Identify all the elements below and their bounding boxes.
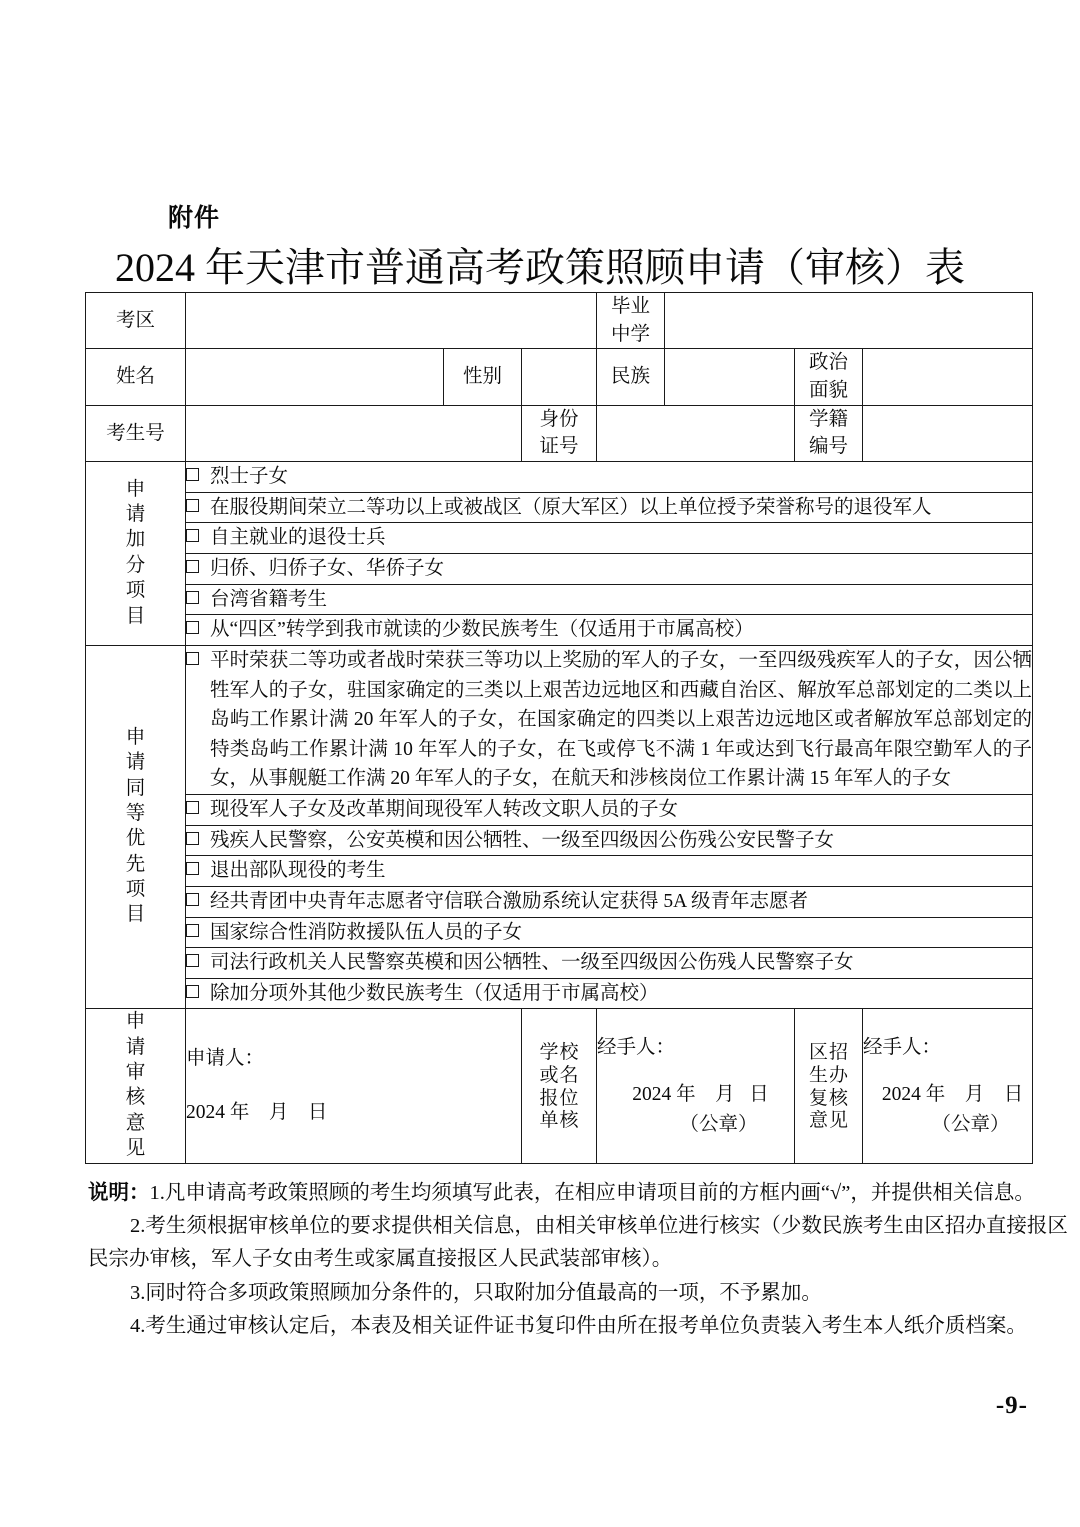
bonus-item-label: 从“四区”转学到我市就读的少数民族考生（仅适用于市属高校） bbox=[210, 619, 754, 641]
checkbox-icon[interactable] bbox=[186, 985, 199, 998]
id-card-label-line2: 证号 bbox=[539, 436, 579, 458]
student-number-label-line2: 编号 bbox=[809, 436, 849, 458]
school-seal-label: （公章） bbox=[679, 1113, 758, 1135]
id-card-label bbox=[522, 405, 597, 461]
bonus-label-char: 项 bbox=[125, 580, 146, 602]
checkbox-icon[interactable] bbox=[186, 499, 199, 512]
bonus-item[interactable] bbox=[186, 615, 1033, 646]
priority-label-char: 项 bbox=[125, 879, 146, 901]
priority-item-row bbox=[86, 856, 1033, 887]
political-status-value[interactable] bbox=[863, 349, 1033, 405]
priority-item-row bbox=[86, 886, 1033, 917]
priority-item[interactable] bbox=[186, 917, 1033, 948]
note-line-1 bbox=[88, 1177, 1034, 1210]
district-label-char: 区 bbox=[809, 1041, 829, 1063]
bonus-item[interactable] bbox=[186, 584, 1033, 615]
checkbox-icon[interactable] bbox=[186, 529, 199, 542]
checkbox-icon[interactable] bbox=[186, 621, 199, 634]
gender-label: 性别 bbox=[444, 349, 522, 405]
student-number-label-line1: 学籍 bbox=[809, 408, 849, 430]
school-handler-date: 2024 年 月 日 bbox=[632, 1084, 769, 1106]
table-row-personal bbox=[86, 349, 1033, 405]
page-number: -9- bbox=[995, 1392, 1028, 1419]
priority-label-char: 请 bbox=[125, 752, 146, 774]
checkbox-icon[interactable] bbox=[186, 652, 199, 665]
exam-district-label: 考区 bbox=[86, 293, 186, 349]
bonus-item-label: 烈士子女 bbox=[210, 466, 289, 488]
bonus-section-label-stack bbox=[126, 477, 146, 629]
exam-district-value[interactable] bbox=[186, 293, 597, 349]
bonus-label-char: 目 bbox=[125, 605, 146, 627]
name-label: 姓名 bbox=[86, 349, 186, 405]
district-label-char: 生 bbox=[809, 1064, 829, 1086]
checkbox-icon[interactable] bbox=[186, 801, 199, 814]
priority-label-char: 先 bbox=[125, 853, 146, 875]
approval-label-char: 核 bbox=[125, 1087, 146, 1109]
school-label-char: 学 bbox=[539, 1041, 559, 1063]
gender-value[interactable] bbox=[522, 349, 597, 405]
political-status-label bbox=[795, 349, 863, 405]
applicant-date: 2024 年 月 日 bbox=[186, 1102, 328, 1124]
note-line-2-cont: 民宗办审核，军人子女由考生或家属直接报区人民武装部审核）。 bbox=[88, 1248, 673, 1271]
priority-label-char: 目 bbox=[125, 904, 146, 926]
id-card-label-line1: 身份 bbox=[539, 408, 579, 430]
priority-item[interactable] bbox=[186, 795, 1033, 826]
school-label-char: 名 bbox=[559, 1064, 579, 1086]
notes-heading: 说明： bbox=[88, 1182, 150, 1204]
priority-item[interactable] bbox=[186, 825, 1033, 856]
note-line-4: 4.考生通过审核认定后，本表及相关证件证书复印件由所在报考单位负责装入考生本人纸介质档案。 bbox=[130, 1314, 1027, 1337]
district-office-signature-cell[interactable] bbox=[863, 1009, 1033, 1163]
bonus-item-label: 台湾省籍考生 bbox=[210, 588, 328, 610]
district-label-char: 复 bbox=[809, 1087, 829, 1109]
approval-label-char: 意 bbox=[125, 1112, 146, 1134]
checkbox-icon[interactable] bbox=[186, 560, 199, 573]
bonus-section-label bbox=[86, 462, 186, 646]
bonus-label-char: 加 bbox=[125, 529, 146, 551]
bonus-item[interactable] bbox=[186, 523, 1033, 554]
priority-item-label: 平时荣获二等功或者战时荣获三等功以上奖励的军人的子女，一至四级残疾军人的子女，因公牺牲军人的子女，驻国家确定的三类以上艰苦边远地区和西藏自治区、解放军总部划定的二类以上岛屿工作累计满 20 年军人的子女，在国家确定的四类以上艰苦边远地区或者解放军总部划定的特类岛屿工作累计满 10 年军人的子女，在飞或停飞不满 1 年或达到飞行最高年限空勤军人的子女，从事舰艇工作满 20 年军人的子女，在航天和涉核岗位工作累计满 15 年军人的子女 bbox=[210, 649, 1033, 790]
approval-label-char: 审 bbox=[125, 1062, 146, 1084]
graduation-school-value[interactable] bbox=[665, 293, 1033, 349]
priority-item-label: 退出部队现役的考生 bbox=[210, 860, 386, 882]
checkbox-icon[interactable] bbox=[186, 591, 199, 604]
student-number-value[interactable] bbox=[863, 405, 1033, 461]
school-unit-signature-cell[interactable] bbox=[597, 1009, 795, 1163]
note-line-3: 3.同时符合多项政策照顾加分条件的，只取附加分值最高的一项，不予累加。 bbox=[130, 1281, 822, 1304]
priority-item-label: 现役军人子女及改革期间现役军人转改文职人员的子女 bbox=[210, 799, 679, 820]
bonus-item-label: 在服役期间荣立二等功以上或被战区（原大军区）以上单位授予荣誉称号的退役军人 bbox=[210, 496, 932, 518]
priority-label-char: 同 bbox=[125, 777, 146, 799]
page-title: 2024 年天津市普通高考政策照顾申请（审核）表 bbox=[115, 245, 965, 290]
district-office-review-label bbox=[795, 1009, 863, 1163]
bonus-label-char: 请 bbox=[125, 504, 146, 526]
bonus-item-row bbox=[86, 462, 1033, 493]
bonus-label-char: 申 bbox=[125, 478, 146, 500]
priority-item-label: 司法行政机关人民警察英模和因公牺牲、一级至四级因公伤残人民警察子女 bbox=[210, 952, 854, 974]
bonus-item-row bbox=[86, 523, 1033, 554]
priority-item-row bbox=[86, 948, 1033, 979]
id-card-value[interactable] bbox=[597, 405, 795, 461]
approval-label-char: 请 bbox=[125, 1036, 146, 1058]
graduation-school-label bbox=[597, 293, 665, 349]
priority-item-row bbox=[86, 645, 1033, 794]
district-seal-label: （公章） bbox=[931, 1113, 1010, 1135]
student-number-label bbox=[795, 405, 863, 461]
school-label-char: 校 bbox=[559, 1041, 579, 1063]
political-status-label-line1: 政治 bbox=[809, 352, 849, 374]
district-label-char: 招 bbox=[829, 1041, 849, 1063]
priority-label-char: 优 bbox=[125, 828, 146, 850]
priority-item[interactable] bbox=[186, 948, 1033, 979]
approval-section-label-stack bbox=[126, 1009, 146, 1161]
priority-item[interactable] bbox=[186, 645, 1033, 794]
school-handler-label: 经手人： bbox=[597, 1036, 676, 1058]
checkbox-icon[interactable] bbox=[186, 924, 199, 937]
approval-label-char: 申 bbox=[125, 1011, 146, 1033]
priority-item-label: 残疾人民警察，公安英模和因公牺牲、一级至四级因公伤残公安民警子女 bbox=[210, 829, 835, 851]
applicant-label: 申请人： bbox=[186, 1048, 265, 1070]
school-label-char: 位 bbox=[559, 1087, 579, 1109]
bonus-label-char: 分 bbox=[125, 554, 146, 576]
priority-item-label: 除加分项外其他少数民族考生（仅适用于市属高校） bbox=[210, 982, 659, 1004]
school-label-char: 或 bbox=[539, 1064, 559, 1086]
notes-section bbox=[88, 1177, 1068, 1343]
checkbox-icon[interactable] bbox=[186, 832, 199, 845]
approval-row bbox=[86, 1009, 1033, 1163]
priority-item[interactable] bbox=[186, 978, 1033, 1009]
ethnicity-value[interactable] bbox=[665, 349, 795, 405]
candidate-number-label: 考生号 bbox=[86, 405, 186, 461]
district-handler-date: 2024 年 月 日 bbox=[881, 1084, 1024, 1106]
approval-section-label bbox=[86, 1009, 186, 1163]
district-label-char: 见 bbox=[829, 1110, 849, 1132]
note-text-1: 1.凡申请高考政策照顾的考生均须填写此表，在相应申请项目前的方框内画“√”，并提供相关信息。 bbox=[149, 1182, 1035, 1204]
bonus-item-label: 归侨、归侨子女、华侨子女 bbox=[210, 558, 445, 579]
priority-item-row bbox=[86, 825, 1033, 856]
priority-label-char: 申 bbox=[125, 727, 146, 749]
attachment-label: 附件 bbox=[168, 205, 221, 232]
district-label-char: 核 bbox=[829, 1087, 849, 1109]
priority-item-row bbox=[86, 978, 1033, 1009]
district-handler-label: 经手人： bbox=[863, 1036, 942, 1058]
candidate-number-value[interactable] bbox=[186, 405, 522, 461]
approval-label-char: 见 bbox=[125, 1138, 146, 1160]
district-label-char: 办 bbox=[829, 1064, 849, 1086]
priority-label-char: 等 bbox=[125, 803, 146, 825]
school-unit-review-label-grid bbox=[539, 1042, 578, 1133]
table-row-exam-district bbox=[86, 293, 1033, 349]
school-label-char: 核 bbox=[559, 1110, 579, 1132]
bonus-item-row bbox=[86, 584, 1033, 615]
school-label-char: 报 bbox=[539, 1087, 559, 1109]
graduation-school-label-line2: 中学 bbox=[611, 323, 651, 345]
applicant-signature-cell[interactable] bbox=[186, 1009, 522, 1163]
bonus-item[interactable] bbox=[186, 554, 1033, 585]
bonus-item-label: 自主就业的退役士兵 bbox=[210, 527, 386, 549]
school-unit-review-label bbox=[522, 1009, 597, 1163]
bonus-item-row bbox=[86, 554, 1033, 585]
checkbox-icon[interactable] bbox=[186, 468, 199, 481]
political-status-label-line2: 面貌 bbox=[809, 380, 849, 402]
table-row-ids bbox=[86, 405, 1033, 461]
priority-item-label: 经共青团中央青年志愿者守信联合激励系统认定获得 5A 级青年志愿者 bbox=[210, 890, 809, 912]
priority-item-label: 国家综合性消防救援队伍人员的子女 bbox=[210, 921, 523, 943]
checkbox-icon[interactable] bbox=[186, 862, 199, 875]
priority-item-row bbox=[86, 917, 1033, 948]
bonus-item[interactable] bbox=[186, 462, 1033, 493]
application-form-table bbox=[85, 292, 1033, 1164]
bonus-item-row bbox=[86, 492, 1033, 523]
checkbox-icon[interactable] bbox=[186, 893, 199, 906]
graduation-school-label-line1: 毕业 bbox=[611, 296, 651, 317]
priority-section-label bbox=[86, 645, 186, 1009]
bonus-item[interactable] bbox=[186, 492, 1033, 523]
priority-item[interactable] bbox=[186, 886, 1033, 917]
district-label-char: 意 bbox=[809, 1110, 829, 1132]
school-label-char: 单 bbox=[539, 1110, 559, 1132]
note-line-2: 2.考生须根据审核单位的要求提供相关信息，由相关审核单位进行核实（少数民族考生由区招办直接报区 bbox=[130, 1215, 1068, 1238]
district-office-review-label-grid bbox=[809, 1042, 848, 1133]
name-value[interactable] bbox=[186, 349, 444, 405]
ethnicity-label: 民族 bbox=[597, 349, 665, 405]
priority-item-row bbox=[86, 795, 1033, 826]
priority-section-label-stack bbox=[126, 725, 146, 928]
bonus-item-row bbox=[86, 615, 1033, 646]
checkbox-icon[interactable] bbox=[186, 954, 199, 967]
priority-item[interactable] bbox=[186, 856, 1033, 887]
